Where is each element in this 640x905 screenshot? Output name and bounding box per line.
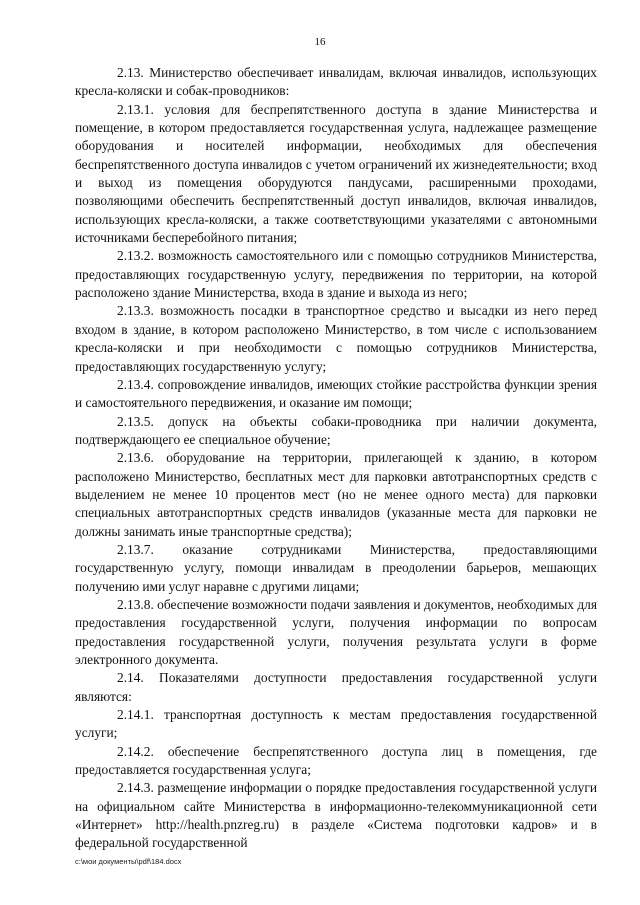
paragraph-2-14-2: 2.14.2. обеспечение беспрепятственного доступа лиц в помещения, где предоставляется государственная услуга; bbox=[75, 743, 597, 778]
paragraph-2-13-1: 2.13.1. условия для беспрепятственного доступа в здание Министерства и помещение, в котором предоставляется государственная услуга, надлежащее размещение оборудования и носителей информации, необходимых для обеспечения беспрепятственного доступа инвалидов с учетом ограничений их жизнедеятельности; вход и выход из помещения оборудуются пандусами, расширенными проходами, позволяющими обеспечить беспрепятственный доступ инвалидов, включая инвалидов, использующих кресла-коляски, а также соответствующими указателями с автономными источниками бесперебойного питания; bbox=[75, 101, 597, 246]
page-number: 16 bbox=[314, 36, 326, 48]
paragraph-2-13-8: 2.13.8. обеспечение возможности подачи заявления и документов, необходимых для предоставления государственной услуги, получения информации по вопросам предоставления государственной услуги, получения результата услуги в форме электронного документа. bbox=[75, 596, 597, 667]
paragraph-2-13-3: 2.13.3. возможность посадки в транспортное средство и высадки из него перед входом в здание, в котором расположено Министерство, в том числе с использованием кресла-коляски и при необходимости с помощью сотрудников Министерства, предоставляющих государственную услугу; bbox=[75, 303, 597, 374]
paragraph-2-13: 2.13. Министерство обеспечивает инвалидам, включая инвалидов, использующих кресла-коляски и собак-проводников: bbox=[75, 65, 597, 99]
paragraph-2-13-6: 2.13.6. оборудование на территории, прилегающей к зданию, в котором расположено Министерство, бесплатных мест для парковки автотранспортных средств с выделением не менее 10 процентов мест (но не менее одного места) для парковки специальных автотранспортных средств инвалидов (указанные места для парковки не должны занимать иные транспортные средства); bbox=[75, 450, 597, 539]
document-body bbox=[75, 64, 597, 853]
paragraph-2-14-1: 2.14.1. транспортная доступность к местам предоставления государственной услуги; bbox=[75, 707, 597, 741]
paragraph-2-13-2: 2.13.2. возможность самостоятельного или с помощью сотрудников Министерства, предоставляющих государственную услугу, передвижения по территории, на которой расположено здание Министерства, входа в здание и выхода из него; bbox=[75, 248, 597, 301]
paragraph-2-13-5: 2.13.5. допуск на объекты собаки-проводника при наличии документа, подтверждающего ее специальное обучение; bbox=[75, 413, 597, 447]
paragraph-2-13-4: 2.13.4. сопровождение инвалидов, имеющих стойкие расстройства функции зрения и самостоятельного передвижения, и оказание им помощи; bbox=[75, 376, 597, 411]
paragraph-2-14-3: 2.14.3. размещение информации о порядке предоставления государственной услуги на официальном сайте Министерства в информационно-телекоммуникационной сети «Интернет» http://health.pnzreg.ru) в разделе «Система подготовки кадров» и в федеральной государственной bbox=[75, 780, 597, 851]
paragraph-2-13-7: 2.13.7. оказание сотрудниками Министерства, предоставляющими государственную услугу, помощи инвалидам в преодолении барьеров, мешающих получению ими услуг наравне с другими лицами; bbox=[75, 541, 597, 594]
paragraph-2-14: 2.14. Показателями доступности предоставления государственной услуги являются: bbox=[75, 670, 597, 704]
footer-file-path: c:\мои документы\pdf\184.docx bbox=[75, 857, 182, 866]
